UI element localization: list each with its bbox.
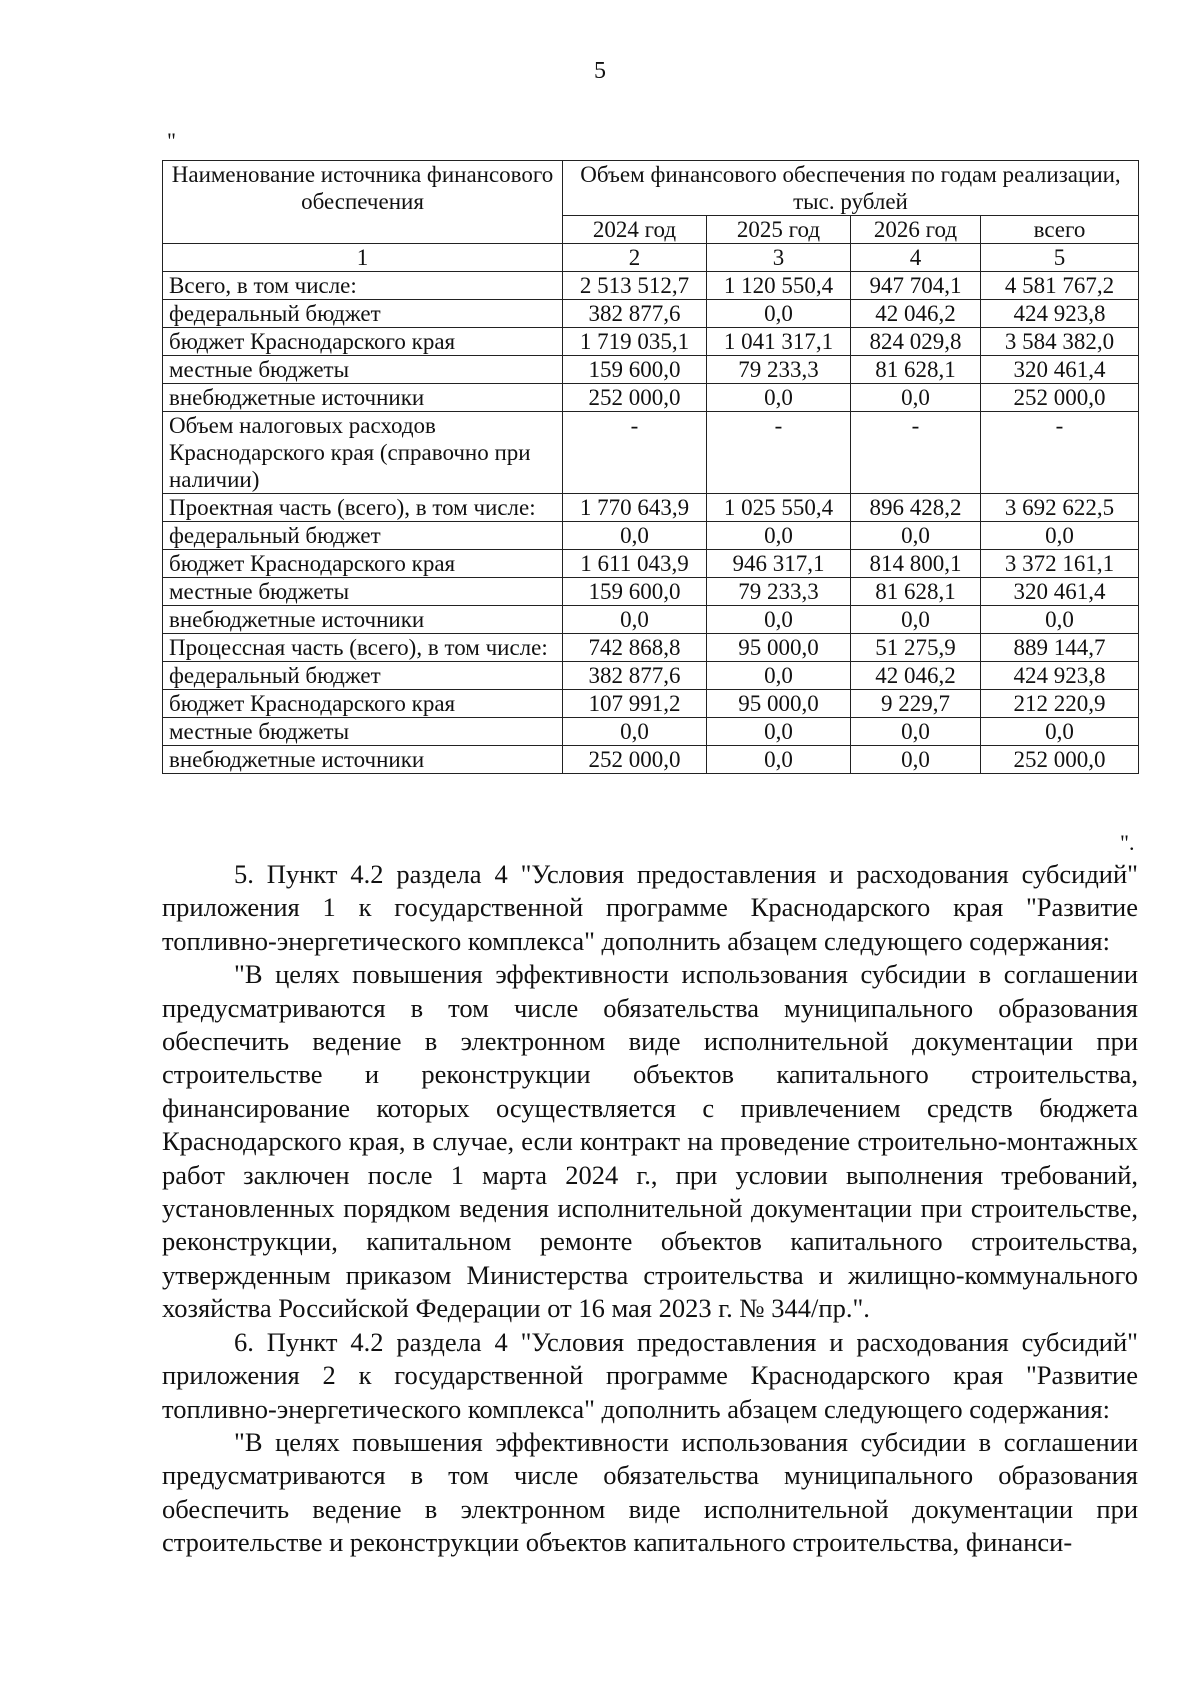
row-value-cell: 0,0 <box>851 384 981 412</box>
row-value-cell: 320 461,4 <box>981 356 1139 384</box>
row-source-name: внебюджетные источники <box>163 384 563 412</box>
row-value-cell: 0,0 <box>851 522 981 550</box>
row-value-cell: - <box>707 412 851 494</box>
row-value-cell: 896 428,2 <box>851 494 981 522</box>
table-row <box>163 522 1139 550</box>
paragraph-item-5: 5. Пункт 4.2 раздела 4 "Условия предоставления и расходования субсидий" приложения 1 к государственной программе Краснодарского края "Развитие топливно-энергетического комплекса" дополнить абзацем следующего содержания: <box>162 859 1138 956</box>
row-value-cell: 320 461,4 <box>981 578 1139 606</box>
row-source-name: Проектная часть (всего), в том числе: <box>163 494 563 522</box>
row-value-cell: 0,0 <box>707 384 851 412</box>
table-row <box>163 606 1139 634</box>
row-value-cell: 42 046,2 <box>851 300 981 328</box>
header-source-name: Наименование источника финансового обеспечения <box>163 161 563 244</box>
header-financing-volume: Объем финансового обеспечения по годам реализации, тыс. рублей <box>563 161 1139 216</box>
table-row <box>163 634 1139 662</box>
table-row <box>163 356 1139 384</box>
row-source-name: местные бюджеты <box>163 356 563 384</box>
row-source-name: бюджет Краснодарского края <box>163 328 563 356</box>
row-value-cell: 382 877,6 <box>563 662 707 690</box>
row-value-cell: 0,0 <box>707 300 851 328</box>
row-value-cell: 95 000,0 <box>707 634 851 662</box>
row-value-cell: 95 000,0 <box>707 690 851 718</box>
column-number: 3 <box>707 244 851 272</box>
table-row <box>163 412 1139 494</box>
row-source-name: бюджет Краснодарского края <box>163 550 563 578</box>
row-value-cell: 0,0 <box>563 522 707 550</box>
row-value-cell: 159 600,0 <box>563 356 707 384</box>
row-source-name: местные бюджеты <box>163 578 563 606</box>
row-value-cell: 1 041 317,1 <box>707 328 851 356</box>
row-value-cell: 0,0 <box>851 746 981 774</box>
row-value-cell: 0,0 <box>851 718 981 746</box>
row-value-cell: 3 584 382,0 <box>981 328 1139 356</box>
table-row <box>163 662 1139 690</box>
row-value-cell: 3 372 161,1 <box>981 550 1139 578</box>
financing-table <box>162 160 1139 774</box>
row-value-cell: 42 046,2 <box>851 662 981 690</box>
table-row <box>163 746 1139 774</box>
row-value-cell: 79 233,3 <box>707 356 851 384</box>
row-value-cell: 51 275,9 <box>851 634 981 662</box>
row-value-cell: 1 025 550,4 <box>707 494 851 522</box>
row-value-cell: - <box>563 412 707 494</box>
row-value-cell: 814 800,1 <box>851 550 981 578</box>
header-total: всего <box>981 216 1139 244</box>
paragraph-quote-1: "В целях повышения эффективности использования субсидии в соглашении предусматриваются в том числе обязательства муниципального образования обеспечить ведение в электронном виде исполнительной документации при строительстве и реконструкции объектов капитального строительства, финансирование которых осуществляется с привлечением средств бюджета Краснодарского края, в случае, если контракт на проведение строительно-монтажных работ заключен после 1 марта 2024 г., при условии выполнения требований, установленных порядком ведения исполнительной документации при строительстве, реконструкции, капитальном ремонте объектов капитального строительства, утвержденным приказом Министерства строительства и жилищно-коммунального хозяйства Российской Федерации от 16 мая 2023 г. № 344/пр.". <box>162 959 1138 1324</box>
column-number: 2 <box>563 244 707 272</box>
row-source-name: Всего, в том числе: <box>163 272 563 300</box>
row-value-cell: 742 868,8 <box>563 634 707 662</box>
table-row <box>163 494 1139 522</box>
row-value-cell: 889 144,7 <box>981 634 1139 662</box>
table-row <box>163 550 1139 578</box>
row-source-name: Процессная часть (всего), в том числе: <box>163 634 563 662</box>
row-value-cell: 0,0 <box>851 606 981 634</box>
opening-quote-mark: " <box>167 128 176 153</box>
row-source-name: внебюджетные источники <box>163 746 563 774</box>
table-row <box>163 272 1139 300</box>
row-value-cell: 3 692 622,5 <box>981 494 1139 522</box>
row-value-cell: - <box>981 412 1139 494</box>
row-value-cell: 252 000,0 <box>563 384 707 412</box>
row-value-cell: 0,0 <box>981 522 1139 550</box>
row-source-name: местные бюджеты <box>163 718 563 746</box>
table-row <box>163 578 1139 606</box>
body-text <box>162 858 1138 1560</box>
row-value-cell: 424 923,8 <box>981 662 1139 690</box>
closing-quote-mark: ". <box>1120 830 1135 855</box>
row-value-cell: 252 000,0 <box>563 746 707 774</box>
row-value-cell: 1 770 643,9 <box>563 494 707 522</box>
row-value-cell: 1 611 043,9 <box>563 550 707 578</box>
row-value-cell: 1 719 035,1 <box>563 328 707 356</box>
row-value-cell: 0,0 <box>707 606 851 634</box>
row-value-cell: 0,0 <box>707 522 851 550</box>
row-value-cell: 4 581 767,2 <box>981 272 1139 300</box>
row-value-cell: 81 628,1 <box>851 356 981 384</box>
row-value-cell: 382 877,6 <box>563 300 707 328</box>
table-row <box>163 300 1139 328</box>
row-value-cell: 159 600,0 <box>563 578 707 606</box>
paragraph-item-6: 6. Пункт 4.2 раздела 4 "Условия предоставления и расходования субсидий" приложения 2 к государственной программе Краснодарского края "Развитие топливно-энергетического комплекса" дополнить абзацем следующего содержания: <box>162 1326 1138 1424</box>
table-row <box>163 384 1139 412</box>
table-row <box>163 718 1139 746</box>
row-value-cell: 0,0 <box>707 718 851 746</box>
row-value-cell: 107 991,2 <box>563 690 707 718</box>
row-value-cell: 0,0 <box>563 718 707 746</box>
column-number: 5 <box>981 244 1139 272</box>
column-number: 4 <box>851 244 981 272</box>
row-value-cell: 252 000,0 <box>981 746 1139 774</box>
row-value-cell: 1 120 550,4 <box>707 272 851 300</box>
row-source-name: Объем налоговых расходов Краснодарского края (справочно при наличии) <box>163 412 563 494</box>
row-value-cell: 947 704,1 <box>851 272 981 300</box>
row-source-name: федеральный бюджет <box>163 522 563 550</box>
row-source-name: федеральный бюджет <box>163 300 563 328</box>
row-value-cell: 252 000,0 <box>981 384 1139 412</box>
table-row <box>163 328 1139 356</box>
column-numbers-row <box>163 244 1139 272</box>
row-value-cell: 946 317,1 <box>707 550 851 578</box>
row-value-cell: 212 220,9 <box>981 690 1139 718</box>
row-source-name: внебюджетные источники <box>163 606 563 634</box>
paragraph-quote-2: "В целях повышения эффективности использования субсидии в соглашении предусматриваются в том числе обязательства муниципального образования обеспечить ведение в электронном виде исполнительной документации при строительстве и реконструкции объектов капитального строительства, финанси- <box>162 1426 1138 1558</box>
row-value-cell: 424 923,8 <box>981 300 1139 328</box>
header-year-2024: 2024 год <box>563 216 707 244</box>
row-source-name: бюджет Краснодарского края <box>163 690 563 718</box>
row-value-cell: 0,0 <box>707 662 851 690</box>
column-number: 1 <box>163 244 563 272</box>
row-value-cell: 2 513 512,7 <box>563 272 707 300</box>
row-value-cell: 0,0 <box>707 746 851 774</box>
row-value-cell: 81 628,1 <box>851 578 981 606</box>
row-value-cell: 79 233,3 <box>707 578 851 606</box>
row-value-cell: 0,0 <box>981 718 1139 746</box>
header-year-2026: 2026 год <box>851 216 981 244</box>
row-value-cell: - <box>851 412 981 494</box>
row-value-cell: 824 029,8 <box>851 328 981 356</box>
row-source-name: федеральный бюджет <box>163 662 563 690</box>
page-number: 5 <box>594 58 606 84</box>
row-value-cell: 0,0 <box>563 606 707 634</box>
table-row <box>163 690 1139 718</box>
row-value-cell: 0,0 <box>981 606 1139 634</box>
row-value-cell: 9 229,7 <box>851 690 981 718</box>
header-year-2025: 2025 год <box>707 216 851 244</box>
table-header-row <box>163 161 1139 216</box>
